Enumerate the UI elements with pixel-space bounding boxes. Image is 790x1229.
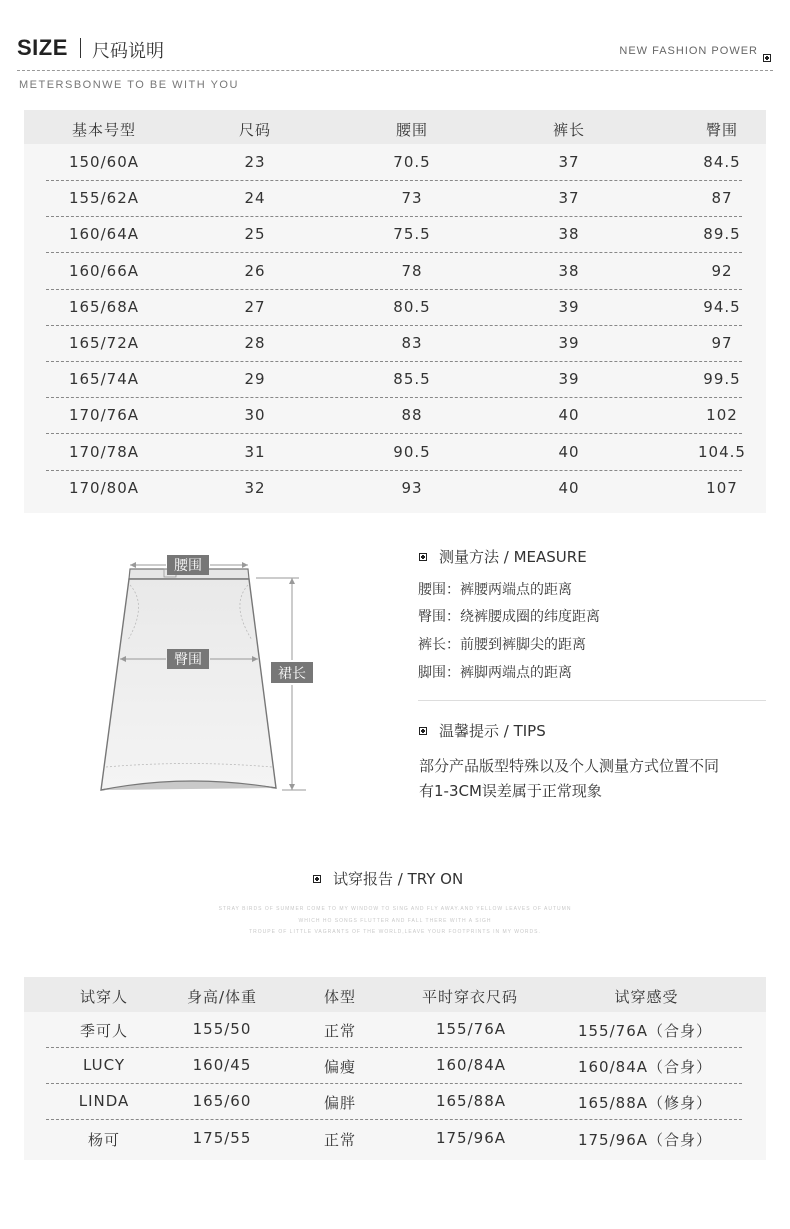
row-divider <box>46 1047 742 1048</box>
size-table-header <box>24 110 766 144</box>
table-cell: 165/88A <box>435 1092 507 1111</box>
column-header: 试穿人 <box>79 988 128 1006</box>
row-divider <box>46 1119 742 1120</box>
table-cell: 39 <box>558 334 580 352</box>
waist-label: 腰围 <box>174 558 202 574</box>
row-divider <box>46 1083 742 1084</box>
hip-label: 臀围 <box>174 652 202 668</box>
header-divider <box>17 70 773 71</box>
measure-title: 测量方法 / MEASURE <box>419 546 587 567</box>
plus-square-icon <box>419 727 427 735</box>
table-cell: 175/55 <box>192 1128 252 1147</box>
table-cell: 84.5 <box>703 153 741 171</box>
table-cell: 160/84A（合身） <box>577 1058 713 1077</box>
table-cell: 92 <box>711 261 733 280</box>
measure-line: 脚围：裤脚两端点的距离 <box>418 665 572 681</box>
table-cell: 29 <box>244 370 266 389</box>
table-cell: 93 <box>401 478 423 497</box>
plus-square-icon <box>419 553 427 561</box>
row-divider <box>46 325 742 326</box>
column-header: 平时穿衣尺码 <box>421 988 518 1006</box>
table-cell: 165/88A（修身） <box>577 1094 713 1113</box>
table-cell: 155/62A <box>68 189 140 208</box>
table-cell: 87 <box>711 189 733 208</box>
size-title: SIZE <box>17 35 68 60</box>
table-cell: 70.5 <box>393 153 431 171</box>
section-divider <box>418 700 766 701</box>
fine-print: WHICH HO SONGS FLUTTER AND FALL THERE WITH A SIGH <box>298 918 492 924</box>
table-cell: 175/96A（合身） <box>577 1130 713 1149</box>
table-cell: 25 <box>244 225 266 244</box>
table-cell: 24 <box>244 189 266 208</box>
measure-line: 臀围：绕裤腰成圈的纬度距离 <box>418 609 600 625</box>
column-header: 基本号型 <box>71 121 136 139</box>
table-cell: 39 <box>558 297 580 316</box>
table-cell: 杨可 <box>87 1130 120 1149</box>
table-cell: 26 <box>244 261 266 280</box>
row-divider <box>46 397 742 398</box>
table-cell: LUCY <box>83 1056 125 1075</box>
table-cell: 88 <box>401 406 423 425</box>
table-cell: 40 <box>558 442 580 461</box>
row-divider <box>46 180 742 181</box>
table-cell: 30 <box>244 406 266 425</box>
column-header: 试穿感受 <box>614 988 679 1006</box>
row-divider <box>46 470 742 471</box>
table-cell: 31 <box>244 442 266 461</box>
table-cell: 160/66A <box>68 261 140 280</box>
row-divider <box>46 289 742 290</box>
table-cell: 40 <box>558 406 580 425</box>
table-cell: 165/60 <box>192 1092 252 1111</box>
column-header: 尺码 <box>238 121 271 139</box>
table-cell: 正常 <box>323 1130 356 1149</box>
table-cell: 32 <box>244 478 266 497</box>
table-cell: 90.5 <box>393 442 431 461</box>
table-cell: 107 <box>706 478 738 497</box>
fine-print: TROUPE OF LITTLE VAGRANTS OF THE WORLD,LEAVE YOUR FOOTPRINTS IN MY WORDS. <box>249 929 541 935</box>
tryon-title: 试穿报告 / TRY ON <box>313 868 463 889</box>
table-cell: 39 <box>558 370 580 389</box>
table-cell: 155/50 <box>192 1020 252 1038</box>
table-cell: 28 <box>244 334 266 352</box>
table-cell: 偏瘦 <box>323 1058 356 1077</box>
skirt-diagram <box>96 545 316 800</box>
length-label: 裙长 <box>278 666 306 682</box>
table-cell: 155/76A <box>435 1020 507 1038</box>
tips-text: 部分产品版型特殊以及个人测量方式位置不同 有1-3CM误差属于正常现象 <box>419 757 720 800</box>
tagline: NEW FASHION POWER <box>619 45 758 57</box>
table-cell: 160/84A <box>435 1056 507 1075</box>
table-cell: 37 <box>558 153 580 171</box>
table-cell: 150/60A <box>68 153 140 171</box>
column-header: 体型 <box>323 988 356 1006</box>
table-cell: 170/80A <box>68 478 140 497</box>
table-cell: 38 <box>558 261 580 280</box>
column-header: 裤长 <box>552 121 585 139</box>
table-cell: 175/96A <box>435 1128 507 1147</box>
table-cell: 165/68A <box>68 297 140 316</box>
table-cell: LINDA <box>78 1092 130 1111</box>
table-cell: 165/74A <box>68 370 140 389</box>
title-divider <box>80 38 81 58</box>
table-cell: 75.5 <box>393 225 431 244</box>
row-divider <box>46 216 742 217</box>
table-cell: 160/45 <box>192 1056 252 1075</box>
table-cell: 102 <box>706 406 738 425</box>
table-cell: 73 <box>401 189 423 208</box>
size-subtitle: 尺码说明 <box>92 41 164 62</box>
tryon-table-header <box>24 977 766 1012</box>
table-cell: 94.5 <box>703 297 741 316</box>
plus-square-icon <box>313 875 321 883</box>
table-cell: 99.5 <box>703 370 741 389</box>
column-header: 身高/体重 <box>186 988 258 1006</box>
row-divider <box>46 252 742 253</box>
table-cell: 170/78A <box>68 442 140 461</box>
fine-print: STRAY BIRDS OF SUMMER COME TO MY WINDOW TO SING AND FLY AWAY.AND YELLOW LEAVES OF AUTUMN <box>218 906 572 912</box>
table-cell: 170/76A <box>68 406 140 425</box>
table-cell: 38 <box>558 225 580 244</box>
plus-square-icon <box>763 54 771 62</box>
slogan: METERSBONWE TO BE WITH YOU <box>19 79 239 91</box>
column-header: 腰围 <box>395 121 428 139</box>
table-cell: 78 <box>401 261 423 280</box>
table-cell: 27 <box>244 297 266 316</box>
tips-title: 温馨提示 / TIPS <box>419 720 546 741</box>
table-cell: 23 <box>244 153 266 171</box>
table-cell: 85.5 <box>393 370 431 389</box>
table-cell: 83 <box>401 334 423 352</box>
table-cell: 40 <box>558 478 580 497</box>
table-cell: 97 <box>711 334 733 352</box>
measure-line: 腰围：裤腰两端点的距离 <box>418 582 572 598</box>
table-cell: 偏胖 <box>323 1094 356 1113</box>
table-cell: 80.5 <box>393 297 431 316</box>
table-cell: 正常 <box>323 1022 356 1040</box>
row-divider <box>46 433 742 434</box>
table-cell: 160/64A <box>68 225 140 244</box>
column-header: 臀围 <box>705 121 738 139</box>
table-cell: 165/72A <box>68 334 140 352</box>
row-divider <box>46 361 742 362</box>
measure-line: 裤长：前腰到裤脚尖的距离 <box>418 637 586 653</box>
table-cell: 104.5 <box>698 442 746 461</box>
table-cell: 37 <box>558 189 580 208</box>
table-cell: 89.5 <box>703 225 741 244</box>
table-cell: 155/76A（合身） <box>577 1022 713 1040</box>
table-cell: 季可人 <box>79 1022 128 1040</box>
